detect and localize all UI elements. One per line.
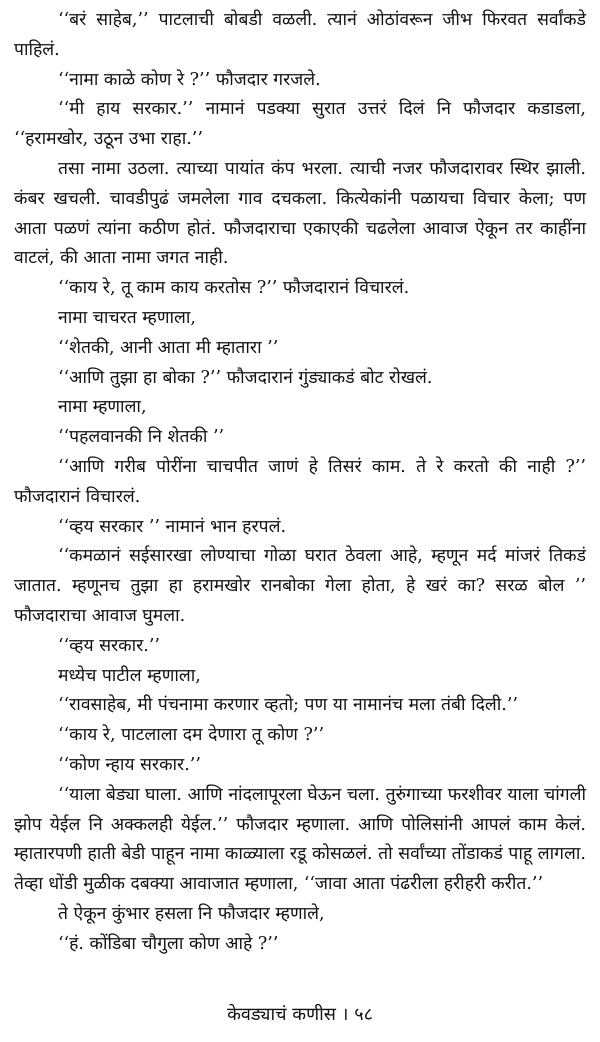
paragraph: ‘‘नामा काळे कोण रे ?’’ फौजदार गरजले. [58,69,321,90]
paragraph: ‘‘रावसाहेब, मी पंचनामा करणार व्हतो; पण या नामानंच मला तंबी दिली.’’ [58,695,518,716]
paragraph: ‘‘काय रे, पाटलाला दम देणारा तू कोण ?’’ [58,725,325,746]
paragraph: ‘‘हं. कोंडिबा चौगुला कोण आहे ?’’ [58,933,279,954]
paragraph: ‘‘शेतकी, आनी आता मी म्हातारा ’’ [58,337,279,358]
paragraph: नामा म्हणाला, [58,397,147,418]
paragraph: ‘‘बरं साहेब,’’ पाटलाची बोबडी वळली. त्यानं ओठांवरून जीभ फिरवत सर्वांकडे पाहिलं. [14,10,586,60]
paragraph: ‘‘व्हय सरकार ’’ नामानं भान हरपलं. [58,516,287,537]
page-footer: केवड्याचं कणीस । ५८ [227,1004,373,1025]
paragraph: ‘‘पहलवानकी नि शेतकी ’’ [58,427,225,448]
paragraph: ‘‘याला बेड्या घाला. आणि नांदलापूरला घेऊन चला. तुरुंगाच्या फरशीवर याला चांगली झोप येईल नि अक्कलही येईल.’’ फौजदार म्हणाला. आणि पोलिसांनी आपलं काम केलं. म्हातारपणी हाती बेडी पाहून नामा काळ्याला रडू कोसळलं. तो सर्वांच्या तोंडाकडं पाहू लागला. तेव्हा धोंडी मुळीक दबक्या आवाजात म्हणाला, ‘‘जावा आता पंढरीला हरीहरी करीत.’’ [14,784,586,895]
paragraph: ‘‘व्हय सरकार.’’ [58,635,160,656]
paragraph: ‘‘आणि तुझा हा बोका ?’’ फौजदारानं गुंड्याकडं बोट रोखलं. [58,367,433,388]
paragraph: ‘‘आणि गरीब पोरींना चाचपीत जाणं हे तिसरं काम. ते रे करतो की नाही ?’’ फौजदारानं विचारलं. [14,456,586,507]
paragraph: ‘‘मी हाय सरकार.’’ नामानं पडक्या सुरात उत्तरं दिलं नि फौजदार कडाडला, ‘‘हरामखोर, उठून उभा राहा.’’ [14,99,586,150]
paragraph: मध्येच पाटील म्हणाला, [58,665,201,686]
paragraph: नामा चाचरत म्हणाला, [58,307,196,328]
body-text [14,6,586,960]
paragraph: ‘‘कोण न्हाय सरकार.’’ [58,754,201,775]
paragraph: तसा नामा उठला. त्याच्या पायांत कंप भरला. त्याची नजर फौजदारावर स्थिर झाली. कंबर खचली. चावडीपुढं जमलेला गाव दचकला. कित्येकांनी पळायचा विचार केला; पण आता पळणं त्यांना कठीण होतं. फौजदाराचा एकाएकी चढलेला आवाज ऐकून तर काहींना वाटलं, की आता नामा जगत नाही. [14,158,586,269]
paragraph: ‘‘काय रे, तू काम काय करतोस ?’’ फौजदारानं विचारलं. [58,278,410,299]
paragraph: ‘‘कमळानं सईसारखा लोण्याचा गोळा घरात ठेवला आहे, म्हणून मर्द मांजरं तिकडं जातात. म्हणूनच तुझा हा हरामखोर रानबोका गेला होता, हे खरं का? सरळ बोल ’’ फौजदाराचा आवाज घुमला. [14,546,586,626]
paragraph: ते ऐकून कुंभार हसला नि फौजदार म्हणाले, [58,903,325,924]
